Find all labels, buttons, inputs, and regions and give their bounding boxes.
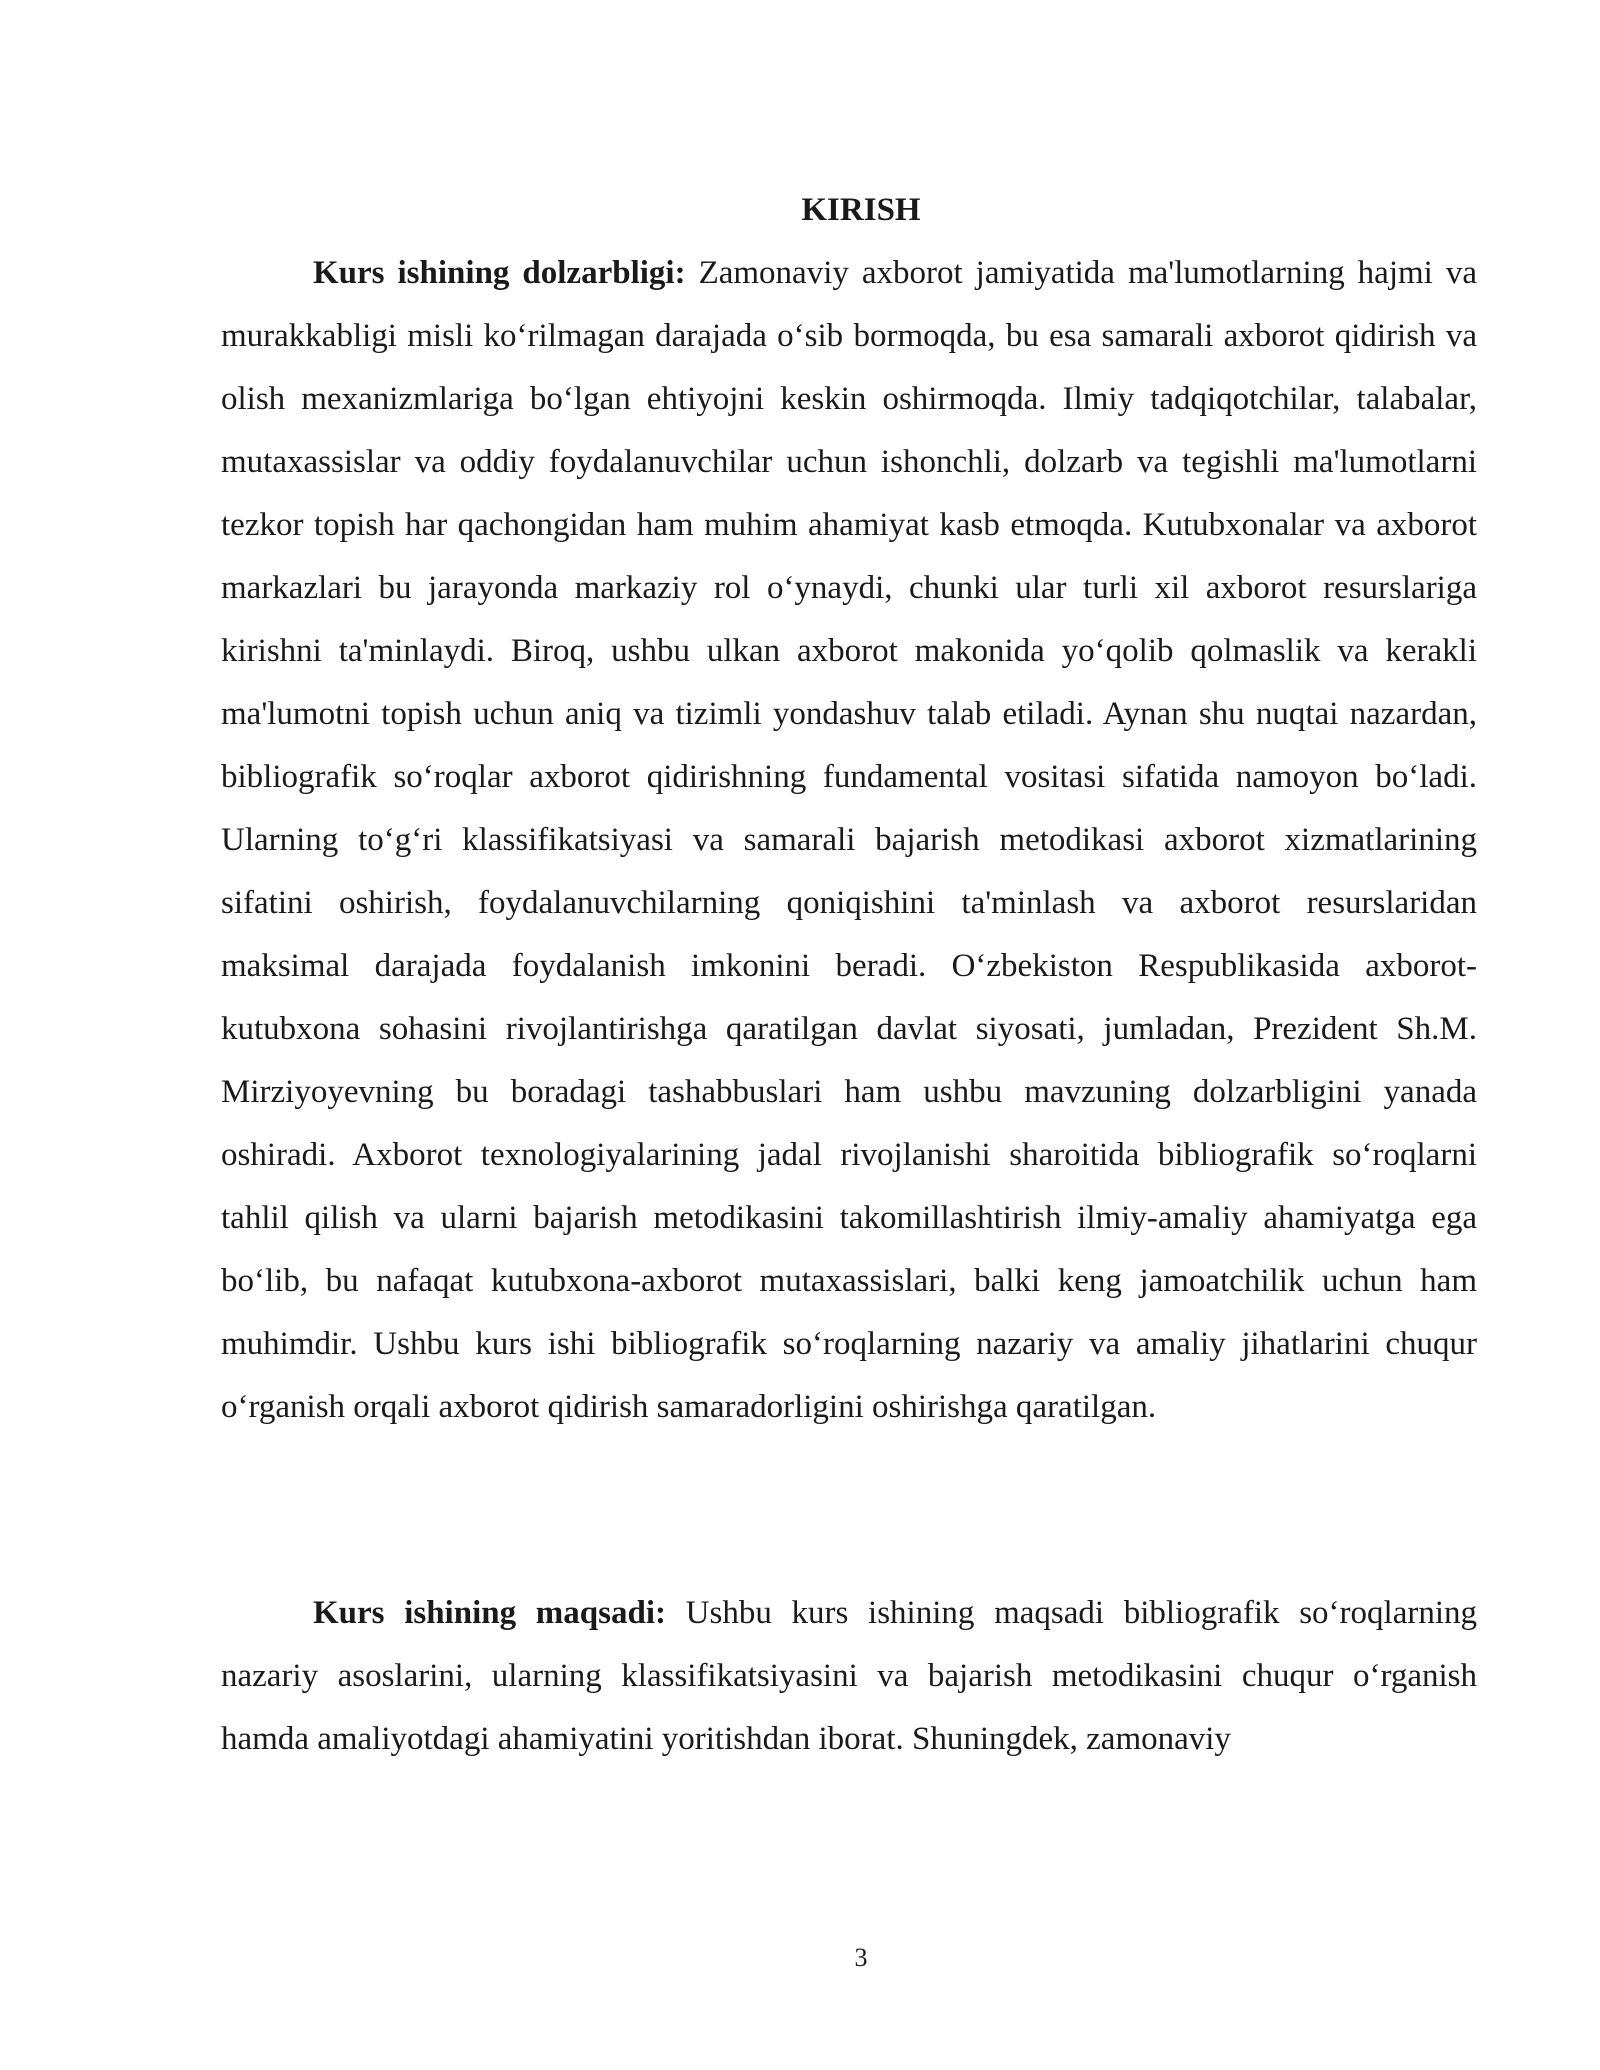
paragraph-goal (221, 1582, 1477, 1771)
paragraph-lead-relevance: Kurs ishining dolzarbligi: (313, 255, 686, 291)
page-number: 3 (854, 1943, 868, 1972)
paragraph-lead-goal: Kurs ishining maqsadi: (313, 1595, 666, 1631)
section-heading: KIRISH (801, 192, 921, 228)
paragraph-relevance (221, 242, 1477, 1439)
paragraph-text-relevance: Zamonaviy axborot jamiyatida ma'lumotlarning hajmi va murakkabligi misli ko‘rilmagan darajada o‘sib bormoqda, bu esa samarali axborot qidirish va olish mexanizmlariga bo‘lgan ehtiyojni keskin oshirmoqda. Ilmiy tadqiqotchilar, talabalar, mutaxassislar va oddiy foydalanuvchilar uchun ishonchli, dolzarb va tegishli ma'lumotlarni tezkor topish har qachongidan ham muhim ahamiyat kasb etmoqda. Kutubxonalar va axborot markazlari bu jarayonda markaziy rol o‘ynaydi, chunki ular turli xil axborot resurslariga kirishni ta'minlaydi. Biroq, ushbu ulkan axborot makonida yo‘qolib qolmaslik va kerakli ma'lumotni topish uchun aniq va tizimli yondashuv talab etiladi. Aynan shu nuqtai nazardan, bibliografik so‘roqlar axborot qidirishning fundamental vositasi sifatida namoyon bo‘ladi. Ularning to‘g‘ri klassifikatsiyasi va samarali bajarish metodikasi axborot xizmatlarining sifatini oshirish, foydalanuvchilarning qoniqishini ta'minlash va axborot resurslaridan maksimal darajada foydalanish imkonini beradi. O‘zbekiston Respublikasida axborot-kutubxona sohasini rivojlantirishga qaratilgan davlat siyosati, jumladan, Prezident Sh.M. Mirziyoyevning bu boradagi tashabbuslari ham ushbu mavzuning dolzarbligini yanada oshiradi. Axborot texnologiyalarining jadal rivojlanishi sharoitida bibliografik so‘roqlarni tahlil qilish va ularni bajarish metodikasini takomillashtirish ilmiy-amaliy ahamiyatga ega bo‘lib, bu nafaqat kutubxona-axborot mutaxassislari, balki keng jamoatchilik uchun ham muhimdir. Ushbu kurs ishi bibliografik so‘roqlarning nazariy va amaliy jihatlarini chuqur o‘rganish orqali axborot qidirish samaradorligini oshirishga qaratilgan. (221, 255, 1477, 1425)
paragraph-text-goal: Ushbu kurs ishining maqsadi bibliografik so‘roqlarning nazariy asoslarini, ularning klassifikatsiyasini va bajarish metodikasini chuqur o‘rganish hamda amaliyotdagi ahamiyatini yoritishdan iborat. Shuningdek, zamonaviy (221, 1595, 1477, 1757)
